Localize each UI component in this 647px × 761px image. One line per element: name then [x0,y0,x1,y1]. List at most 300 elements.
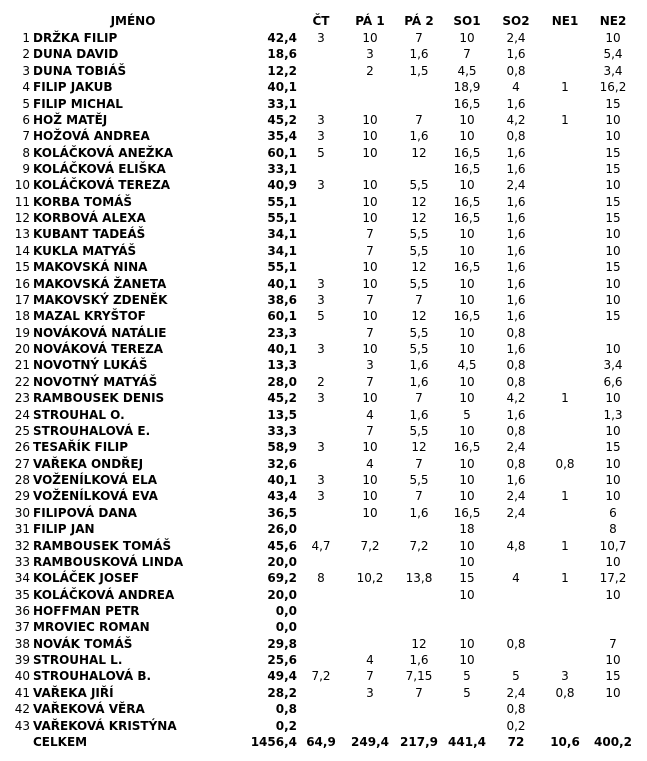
row-number: 21 [14,358,30,373]
cell-so2: 1,6 [506,227,526,242]
cell-pa1: 7 [366,423,374,438]
row-number: 39 [14,653,30,668]
cell-pa1: 10 [362,342,378,356]
cell-ne1: 0,8 [555,685,575,700]
cell-ne2: 15 [605,440,621,455]
row-total: 29,8 [267,636,297,651]
cell-so2: 1,6 [506,211,526,226]
cell-pa1: 10 [362,145,378,160]
cell-ne2: 1,3 [603,407,623,422]
cell-ne2: 10 [605,685,621,700]
header-so1: SO1 [453,14,481,28]
cell-so1: 16,5 [453,96,481,111]
cell-so1: 10 [459,292,475,307]
participant-name: DRŽKA FILIP [33,31,118,45]
table-row [0,128,647,144]
cell-so2: 1,6 [506,342,526,356]
header-pa2: PÁ 2 [404,14,434,28]
row-total: 20,0 [267,587,297,602]
row-total: 55,1 [267,211,297,226]
row-number: 38 [14,636,30,651]
cell-ct: 3 [317,129,325,144]
row-number: 13 [14,227,30,242]
summary-pa2: 217,9 [400,734,438,749]
cell-so2: 2,4 [506,685,526,700]
cell-ct: 3 [317,112,325,127]
cell-so2: 1,6 [506,276,526,291]
cell-so1: 15 [459,571,475,586]
cell-so1: 10 [459,374,475,389]
participant-name: NOVÁK TOMÁŠ [33,636,133,651]
cell-pa1: 4 [366,653,374,668]
cell-pa1: 10 [362,276,378,291]
row-number: 4 [22,80,30,95]
cell-so2: 1,6 [506,145,526,160]
summary-so2: 72 [507,734,525,749]
row-total: 69,2 [267,571,297,586]
row-number: 33 [14,554,30,569]
row-total: 43,4 [267,489,297,504]
table-row [0,521,647,537]
cell-pa1: 10 [362,440,378,455]
cell-ne2: 15 [605,669,621,684]
cell-pa2: 7,2 [409,538,429,553]
cell-pa2: 7,15 [405,669,433,684]
header-ne1: NE1 [551,14,579,28]
participant-name: NOVÁKOVÁ NATÁLIE [33,325,167,340]
summary-ct: 64,9 [306,734,336,749]
cell-ct: 3 [317,31,325,45]
cell-so1: 10 [459,489,475,504]
cell-pa2: 1,6 [409,653,429,668]
row-number: 8 [22,145,30,160]
row-number: 20 [14,342,30,356]
row-number: 26 [14,440,30,455]
row-number: 37 [14,620,30,635]
cell-pa2: 12 [411,194,427,209]
table-row [0,161,647,177]
participant-name: STROUHALOVÁ E. [33,423,151,438]
cell-ne2: 8 [609,522,617,537]
cell-so2: 0,8 [506,636,526,651]
cell-ct: 3 [317,391,325,406]
cell-ne2: 7 [609,636,617,651]
cell-so1: 10 [459,325,475,340]
cell-ne2: 10 [605,587,621,602]
table-row [0,423,647,439]
row-total: 26,0 [267,522,297,537]
participant-name: KORBOVÁ ALEXA [33,211,146,226]
summary-ne2: 400,2 [594,734,632,749]
cell-so2: 1,6 [506,309,526,324]
cell-pa1: 10 [362,129,378,144]
cell-so2: 1,6 [506,473,526,487]
table-row [0,79,647,95]
participant-name: KOLÁČKOVÁ ANEŽKA [33,145,174,160]
cell-ct: 2 [317,374,325,389]
cell-pa2: 5,5 [409,473,429,487]
row-total: 12,2 [267,63,297,78]
cell-pa2: 1,5 [409,63,429,78]
cell-ne2: 15 [605,309,621,324]
cell-pa2: 7 [415,292,423,307]
cell-so2: 4,8 [506,538,526,553]
participant-name: KORBA TOMÁŠ [33,194,133,209]
row-number: 29 [14,489,30,504]
cell-ct: 5 [317,309,325,324]
row-total: 45,2 [267,391,297,406]
row-total: 28,0 [267,374,297,389]
cell-so1: 10 [459,227,475,242]
table-row [0,456,647,472]
cell-pa1: 3 [366,685,374,700]
cell-pa1: 7,2 [360,538,380,553]
participant-name: HOŽOVÁ ANDREA [33,129,150,144]
participant-name: TESAŘÍK FILIP [33,440,129,455]
table-row [0,30,647,46]
cell-so2: 0,8 [506,423,526,438]
row-total: 25,6 [267,653,297,668]
row-number: 35 [14,587,30,602]
row-number: 27 [14,456,30,471]
row-number: 36 [14,604,30,618]
row-number: 40 [14,669,30,684]
row-total: 0,2 [275,718,297,733]
table-row [0,390,647,406]
table-row [0,177,647,193]
row-total: 45,6 [267,538,297,553]
cell-so2: 1,6 [506,194,526,209]
row-total: 34,1 [267,243,297,258]
summary-so1: 441,4 [448,734,486,749]
table-row [0,603,647,619]
participant-name: RAMBOUSEK TOMÁŠ [33,538,172,553]
cell-pa2: 7 [415,489,423,504]
row-number: 30 [14,505,30,520]
cell-so2: 2,4 [506,505,526,520]
row-number: 16 [14,276,30,291]
participant-name: VAŘEKOVÁ KRISTÝNA [33,718,177,733]
cell-ne2: 6,6 [603,374,623,389]
cell-ne2: 10,7 [599,538,627,553]
cell-so1: 16,5 [453,194,481,209]
table-row [0,325,647,341]
cell-pa1: 10 [362,505,378,520]
table-row [0,210,647,226]
cell-ne2: 10 [605,456,621,471]
cell-ne2: 5,4 [603,47,623,62]
cell-ne2: 17,2 [599,571,627,586]
table-row [0,259,647,275]
cell-so2: 2,4 [506,31,526,45]
cell-so1: 10 [459,243,475,258]
row-total: 35,4 [267,129,297,144]
row-total: 58,9 [267,440,297,455]
cell-so1: 16,5 [453,145,481,160]
table-row [0,505,647,521]
cell-pa1: 3 [366,47,374,62]
cell-so1: 10 [459,391,475,406]
cell-so2: 0,8 [506,702,526,717]
cell-pa1: 3 [366,358,374,373]
table-row [0,488,647,504]
cell-so1: 16,5 [453,211,481,226]
participant-name: HOŽ MATĚJ [33,112,108,127]
cell-so1: 5 [463,669,471,684]
cell-pa2: 12 [411,145,427,160]
row-number: 23 [14,391,30,406]
cell-so2: 1,6 [506,292,526,307]
cell-ne2: 15 [605,194,621,209]
cell-pa1: 2 [366,63,374,78]
cell-ne2: 10 [605,276,621,291]
table-row [0,243,647,259]
cell-pa2: 1,6 [409,358,429,373]
cell-pa2: 12 [411,440,427,455]
cell-pa2: 5,5 [409,227,429,242]
cell-pa2: 5,5 [409,178,429,193]
cell-ct: 3 [317,473,325,487]
cell-pa2: 7 [415,685,423,700]
participant-name: MAKOVSKÁ ŽANETA [33,276,167,291]
cell-pa2: 1,6 [409,374,429,389]
cell-pa2: 7 [415,391,423,406]
row-number: 41 [14,685,30,700]
cell-so1: 5 [463,685,471,700]
cell-so1: 10 [459,538,475,553]
cell-ct: 7,2 [311,669,331,684]
cell-pa2: 7 [415,456,423,471]
participant-name: RAMBOUSEK DENIS [33,391,165,406]
cell-so1: 10 [459,636,475,651]
participant-name: STROUHALOVÁ B. [33,669,152,684]
row-total: 33,1 [267,162,297,176]
row-total: 0,8 [275,702,297,717]
cell-pa1: 10 [362,473,378,487]
cell-so1: 10 [459,178,475,193]
cell-so1: 10 [459,342,475,356]
cell-ne2: 10 [605,653,621,668]
header-so2: SO2 [502,14,530,28]
row-total: 40,1 [267,342,297,356]
cell-so1: 10 [459,456,475,471]
row-number: 17 [14,292,30,307]
cell-ct: 4,7 [311,538,331,553]
participant-name: VOŽENÍLKOVÁ EVA [33,489,158,504]
cell-so2: 4 [512,80,520,95]
cell-ne1: 1 [561,571,569,586]
row-total: 34,1 [267,227,297,242]
summary-total: 1456,4 [250,734,297,749]
summary-ne1: 10,6 [550,734,580,749]
cell-ct: 3 [317,276,325,291]
cell-ct: 3 [317,178,325,193]
cell-so2: 1,6 [506,260,526,275]
row-number: 14 [14,243,30,258]
row-total: 23,3 [267,325,297,340]
participant-name: FILIP JAKUB [33,80,113,95]
cell-pa2: 1,6 [409,407,429,422]
cell-ne2: 10 [605,391,621,406]
cell-so2: 0,8 [506,129,526,144]
row-number: 6 [22,112,30,127]
cell-so1: 10 [459,423,475,438]
cell-ne2: 16,2 [599,80,627,95]
row-total: 40,1 [267,276,297,291]
cell-pa2: 1,6 [409,47,429,62]
table-row [0,685,647,701]
cell-ne2: 6 [609,505,617,520]
cell-ne2: 15 [605,162,621,176]
cell-pa2: 1,6 [409,129,429,144]
participant-name: VAŘEKOVÁ VĚRA [33,702,145,717]
cell-pa2: 12 [411,636,427,651]
cell-ne1: 1 [561,391,569,406]
cell-so1: 16,5 [453,440,481,455]
cell-pa2: 7 [415,31,423,45]
cell-pa1: 10 [362,489,378,504]
cell-pa2: 1,6 [409,505,429,520]
header-ct: ČT [312,14,330,28]
cell-so2: 2,4 [506,178,526,193]
cell-ne2: 10 [605,554,621,569]
row-total: 33,1 [267,96,297,111]
cell-so2: 0,8 [506,456,526,471]
participant-name: KOLÁČKOVÁ ANDREA [33,587,175,602]
row-total: 18,6 [267,47,297,62]
participant-name: MAZAL KRYŠTOF [33,309,146,324]
table-row [0,194,647,210]
header-pa1: PÁ 1 [355,14,385,28]
cell-pa1: 10 [362,391,378,406]
row-number: 10 [14,178,30,193]
row-total: 42,4 [267,31,297,45]
row-total: 32,6 [267,456,297,471]
table-header [0,13,647,29]
row-number: 9 [22,162,30,176]
row-number: 7 [22,129,30,144]
cell-ne2: 10 [605,292,621,307]
row-total: 40,9 [267,178,297,193]
cell-pa2: 7 [415,112,423,127]
row-number: 24 [14,407,30,422]
cell-so2: 1,6 [506,96,526,111]
participant-name: FILIPOVÁ DANA [33,505,137,520]
participant-name: VOŽENÍLKOVÁ ELA [33,473,158,487]
cell-so2: 1,6 [506,47,526,62]
cell-pa1: 10 [362,309,378,324]
cell-so2: 0,8 [506,325,526,340]
cell-ne2: 15 [605,260,621,275]
row-number: 31 [14,522,30,537]
cell-pa2: 5,5 [409,243,429,258]
cell-so2: 4,2 [506,391,526,406]
cell-so1: 7 [463,47,471,62]
cell-ne2: 10 [605,243,621,258]
cell-pa1: 7 [366,669,374,684]
header-name: JMÉNO [110,14,156,28]
cell-pa1: 7 [366,227,374,242]
table-row [0,112,647,128]
row-number: 12 [14,211,30,226]
cell-so2: 4 [512,571,520,586]
table-row [0,407,647,423]
participant-name: KUBANT TADEÁŠ [33,227,146,242]
cell-so1: 10 [459,554,475,569]
table-row [0,96,647,112]
summary-pa1: 249,4 [351,734,389,749]
table-row [0,701,647,717]
participant-name: MROVIEC ROMAN [33,620,150,635]
row-total: 20,0 [267,554,297,569]
row-number: 19 [14,325,30,340]
cell-ne1: 1 [561,489,569,504]
row-number: 2 [22,47,30,62]
cell-ne2: 15 [605,145,621,160]
participant-name: FILIP JAN [33,522,95,537]
table-row [0,652,647,668]
cell-pa2: 5,5 [409,325,429,340]
row-total: 55,1 [267,194,297,209]
cell-pa2: 12 [411,309,427,324]
cell-so1: 10 [459,276,475,291]
cell-so1: 4,5 [457,63,477,78]
row-number: 15 [14,260,30,275]
cell-pa1: 4 [366,407,374,422]
table-row [0,226,647,242]
cell-so2: 1,6 [506,243,526,258]
cell-so1: 16,5 [453,162,481,176]
cell-pa1: 10 [362,31,378,45]
cell-ne1: 1 [561,80,569,95]
participant-name: KOLÁČKOVÁ TEREZA [33,178,171,193]
cell-ne2: 10 [605,489,621,504]
cell-pa1: 7 [366,374,374,389]
table-row [0,46,647,62]
cell-so1: 5 [463,407,471,422]
cell-ne1: 0,8 [555,456,575,471]
table-row [0,145,647,161]
participant-name: MAKOVSKÝ ZDENĚK [33,292,168,307]
cell-ct: 3 [317,440,325,455]
cell-so1: 4,5 [457,358,477,373]
cell-ne1: 1 [561,112,569,127]
cell-so2: 0,8 [506,63,526,78]
cell-pa2: 12 [411,211,427,226]
row-number: 25 [14,423,30,438]
row-total: 60,1 [267,309,297,324]
row-number: 22 [14,374,30,389]
cell-ct: 3 [317,342,325,356]
cell-so1: 10 [459,112,475,127]
row-number: 1 [22,31,30,45]
table-row [0,619,647,635]
participant-name: KUKLA MATYÁŠ [33,243,137,258]
cell-so1: 10 [459,473,475,487]
table-row [0,668,647,684]
cell-pa2: 5,5 [409,342,429,356]
table-row [0,308,647,324]
cell-ne2: 15 [605,96,621,111]
cell-pa1: 4 [366,456,374,471]
table-row [0,570,647,586]
table-row [0,63,647,79]
cell-ne1: 1 [561,538,569,553]
participant-name: MAKOVSKÁ NINA [33,260,148,275]
participant-name: STROUHAL O. [33,407,125,422]
table-row [0,357,647,373]
row-number: 11 [14,194,30,209]
